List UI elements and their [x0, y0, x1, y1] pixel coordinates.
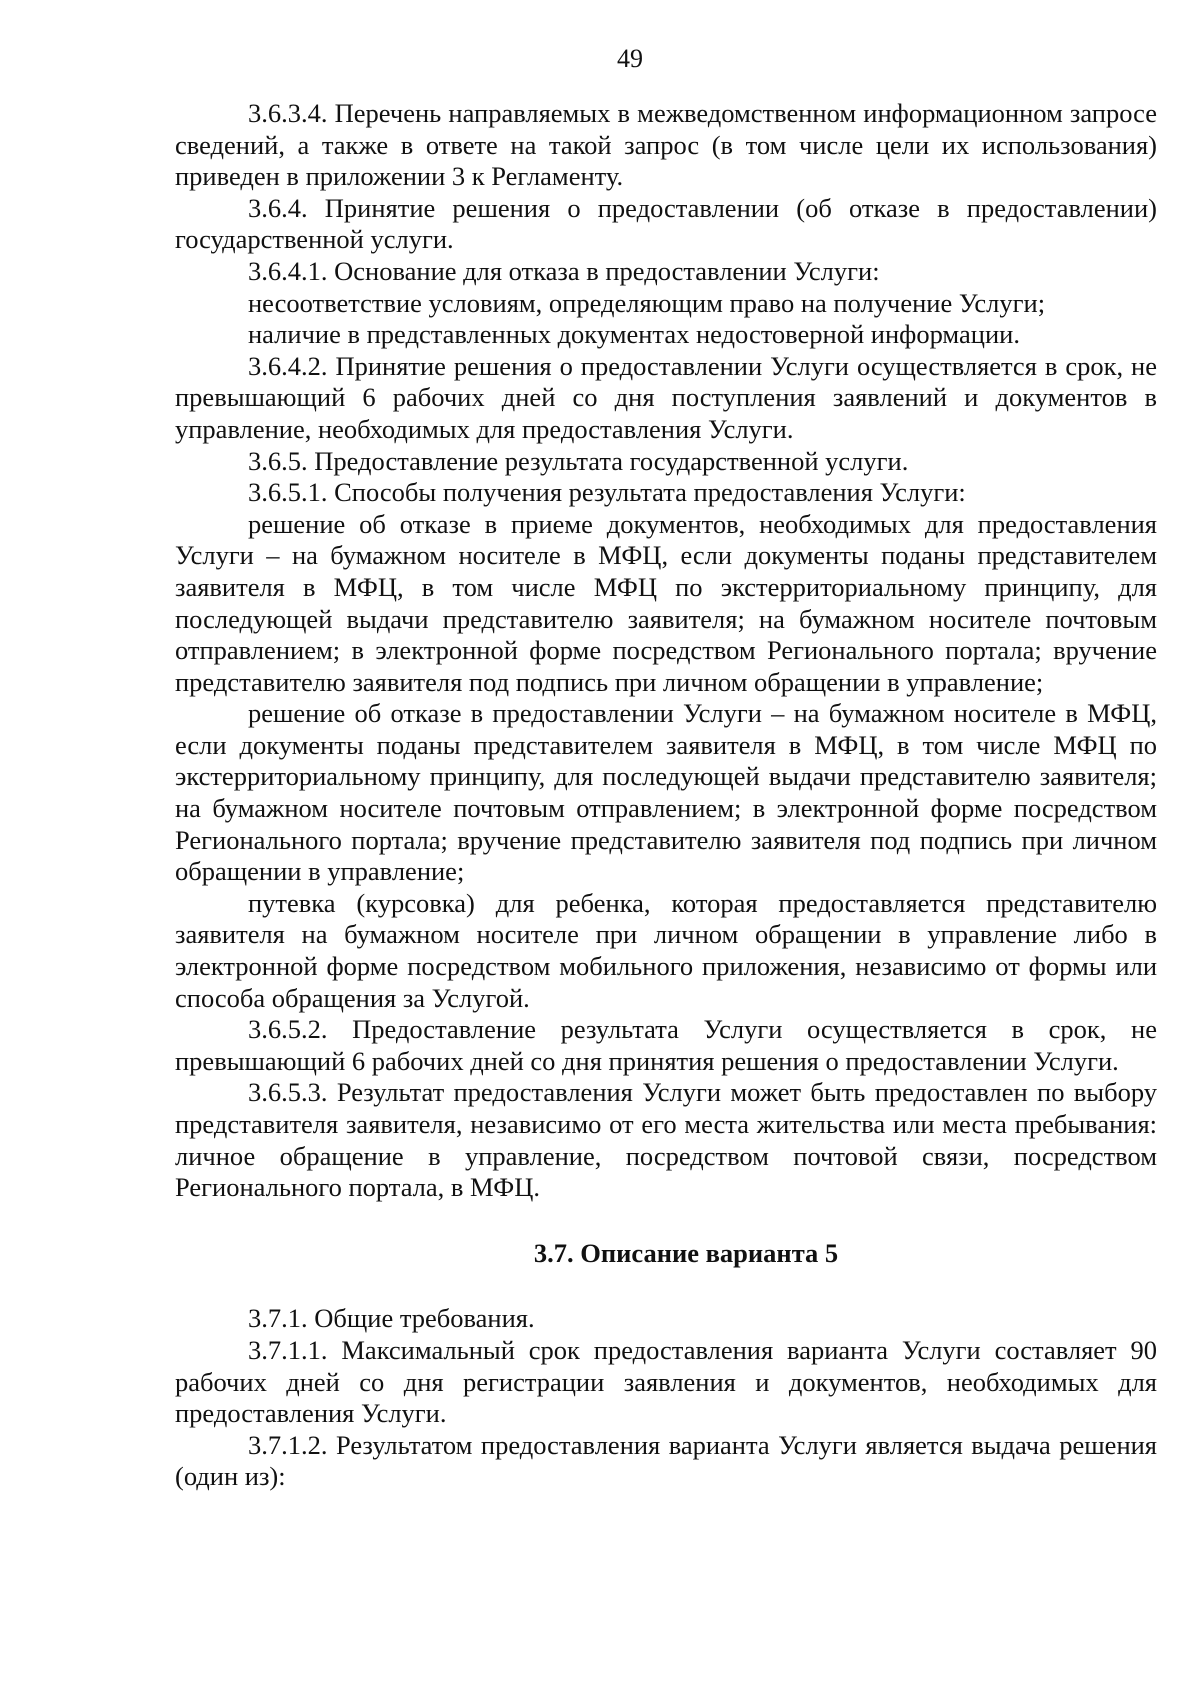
paragraph-3-6-3-4: 3.6.3.4. Перечень направляемых в межведомственном информационном запросе сведений, а также в ответе на такой запрос (в том числе цели их использования) приведен в приложении 3 к Регламенту.: [175, 98, 1157, 192]
paragraph-3-6-5-3: 3.6.5.3. Результат предоставления Услуги может быть предоставлен по выбору представителя заявителя, независимо от его места жительства или места пребывания: личное обращение в управление, посредством почтовой связи, посредством Регионального портала, в МФЦ.: [175, 1077, 1157, 1203]
paragraph-3-7-1-1: 3.7.1.1. Максимальный срок предоставления варианта Услуги составляет 90 рабочих дней со дня регистрации заявления и документов, необходимых для предоставления Услуги.: [175, 1334, 1157, 1429]
paragraph-result-method-1: решение об отказе в приеме документов, необходимых для предоставления Услуги – на бумажном носителе в МФЦ, если документы поданы представителем заявителя в МФЦ, в том числе МФЦ по экстерриториальному принципу, для последующей выдачи представителю заявителя; на бумажном носителе почтовым отправлением; в электронной форме посредством Регионального портала; вручение представителю заявителя под подпись при личном обращении в управление;: [175, 508, 1157, 697]
paragraph-refusal-reason-2: наличие в представленных документах недостоверной информации.: [248, 319, 1020, 350]
paragraph-result-method-3: путевка (курсовка) для ребенка, которая предоставляется представителю заявителя на бумажном носителе при личном обращении в управление либо в электронной форме посредством мобильного приложения, независимо от формы или способа обращения за Услугой.: [175, 887, 1157, 1013]
paragraph-3-6-4: 3.6.4. Принятие решения о предоставлении (об отказе в предоставлении) государственной услуги.: [175, 192, 1157, 255]
paragraph-3-6-4-1: 3.6.4.1. Основание для отказа в предоставлении Услуги:: [248, 255, 880, 286]
paragraph-3-6-5-2: 3.6.5.2. Предоставление результата Услуги осуществляется в срок, не превышающий 6 рабочих дней со дня принятия решения о предоставлении Услуги.: [175, 1014, 1157, 1076]
paragraph-3-7-1: 3.7.1. Общие требования.: [248, 1303, 535, 1334]
page-number: 49: [617, 44, 643, 73]
paragraph-refusal-reason-1: несоответствие условиям, определяющим право на получение Услуги;: [248, 287, 1046, 318]
section-heading: 3.7. Описание варианта 5: [533, 1237, 839, 1268]
paragraph-result-method-2: решение об отказе в предоставлении Услуги – на бумажном носителе в МФЦ, если документы поданы представителем заявителя в МФЦ, в том числе МФЦ по экстерриториальному принципу, для последующей выдачи представителю заявителя; на бумажном носителе почтовым отправлением; в электронной форме посредством Регионального портала; вручение представителю заявителя под подпись при личном обращении в управление;: [175, 698, 1157, 887]
paragraph-3-6-5: 3.6.5. Предоставление результата государственной услуги.: [248, 445, 909, 476]
document-body: [175, 98, 1157, 1493]
paragraph-3-6-4-2: 3.6.4.2. Принятие решения о предоставлении Услуги осуществляется в срок, не превышающий 6 рабочих дней со дня поступления заявлений и документов в управление, необходимых для предоставления Услуги.: [175, 350, 1157, 444]
paragraph-3-7-1-2: 3.7.1.2. Результатом предоставления варианта Услуги является выдача решения (один из):: [175, 1429, 1157, 1492]
paragraph-3-6-5-1: 3.6.5.1. Способы получения результата предоставления Услуги:: [248, 477, 966, 508]
